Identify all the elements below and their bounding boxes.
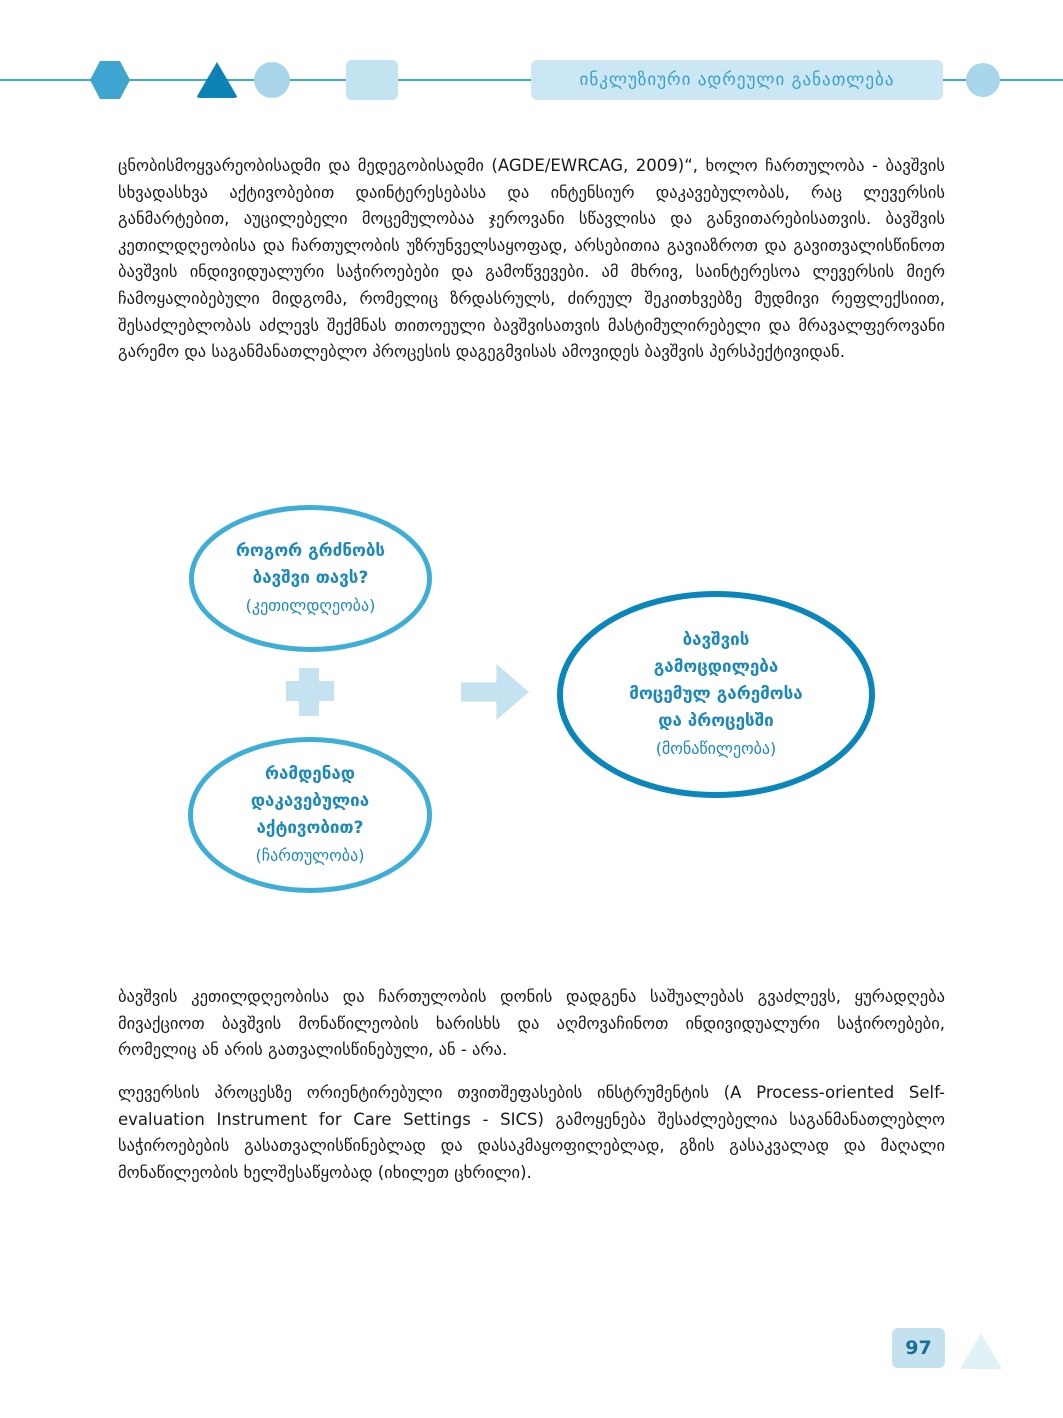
running-title: ინკლუზიური ადრეული განათლება <box>531 60 943 100</box>
involvement-line1: რამდენად <box>265 764 355 784</box>
plus-icon-bar <box>286 681 334 701</box>
experience-line4: და პროცესში <box>658 711 774 731</box>
square-icon <box>346 60 398 100</box>
experience-line2: გამოცდილება <box>653 657 779 677</box>
involvement-line2: დაკავებულია <box>250 791 370 811</box>
paragraph-intro: ცნობისმოყვარეობისადმი და მედეგობისადმი (AGDE/EWRCAG, 2009)“, ხოლო ჩართულობა - ბავშვის სხვადასხვა აქტივობებით დაინტერესებასა და ინტენსიურ დაკავებულობას, რაც ლევერსის განმარტებით, აუცილებელი მოცემულობაა ჯეროვანი სწავლისა და განვითარებისათვის. ბავშვის კეთილდღეობისა და ჩართულობის უზრუნველსაყოფად, არსებითია გავიაზროთ და გავითვალისწინოთ ბავშვის ინდივიდუალური საჭიროებები და გამოწვევები. ამ მხრივ, საინტერესოა ლევერსის მიერ ჩამოყალიბებული მიდგომა, რომელიც ზრდასრულს, ძირეულ შეკითხვებზე მუდმივი რეფლექსიით, შესაძლებლობას აძლევს შექმნას თითოეული ბავშვისათვის მასტიმულირებელი და მრავალფეროვანი გარემო და საგანმანათლებლო პროცესის დაგეგმვისას ამოვიდეს ბავშვის პერსპექტივიდან. <box>118 156 945 362</box>
experience-sub: (მონაწილეობა) <box>655 739 777 758</box>
wellbeing-sub: (კეთილდღეობა) <box>245 596 376 615</box>
experience-line1: ბავშვის <box>682 630 750 650</box>
involvement-line3: აქტივობით? <box>256 818 364 838</box>
experience-ellipse <box>557 591 875 798</box>
paragraph-assessment: ბავშვის კეთილდღეობისა და ჩართულობის დონის დადგენა საშუალებას გვაძლევს, ყურადღება მივაქციოთ ბავშვის მონაწილეობის ხარისხს და აღმოვაჩინოთ ინდივიდუალური საჭიროებები, რომელიც ან არის გათვალისწინებული, ან - არა. <box>118 987 945 1060</box>
hexagon-icon <box>90 61 130 99</box>
circle-icon <box>254 62 290 98</box>
page-number: 97 <box>892 1328 945 1368</box>
arrow-right-icon <box>461 664 529 720</box>
triangle-icon-footer <box>960 1333 1002 1369</box>
experience-line3: მოცემულ გარემოსა <box>629 684 803 704</box>
wellbeing-line2: ბავშვი თავს? <box>252 568 369 588</box>
circle-icon-right <box>966 63 1000 97</box>
involvement-sub: (ჩართულობა) <box>255 846 365 865</box>
wellbeing-line1: როგორ გრძნობს <box>235 541 386 561</box>
paragraph-sics: ლევერსის პროცესზე ორიენტირებული თვითშეფასების ინსტრუმენტის (A Process-oriented Self-evaluation Instrument for Care Settings - SICS) გამოყენება შესაძლებელია საგანმანათლებლო საჭიროებების გასათვალისწინებლად და დასაკმაყოფილებლად, გზის გასაკვალად და მაღალი მონაწილეობის ხელშესაწყობად (იხილეთ ცხრილი). <box>118 1083 945 1182</box>
wellbeing-ellipse <box>189 505 432 652</box>
involvement-ellipse <box>188 737 432 893</box>
